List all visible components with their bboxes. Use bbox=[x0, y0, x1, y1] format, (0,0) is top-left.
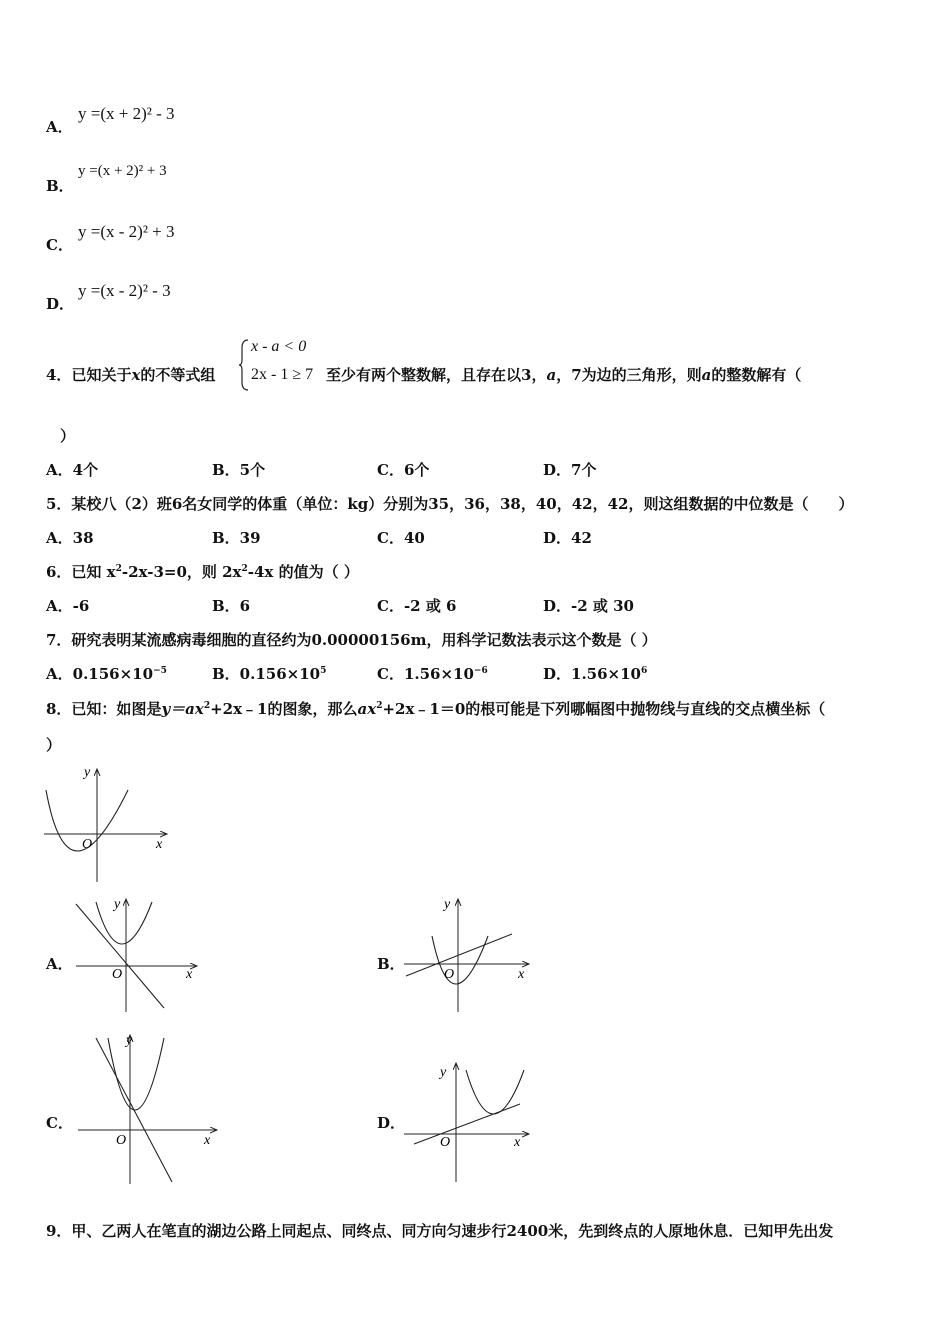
q3-option-b-expr: y =(x + 2)² + 3 bbox=[78, 163, 167, 179]
parabola bbox=[466, 1070, 524, 1114]
q6-option-d: D．-2 或 30 bbox=[543, 597, 634, 615]
q6-text-b: -2x-3=0，则 2x bbox=[121, 563, 242, 581]
q3-option-d-label: D． bbox=[46, 295, 75, 313]
x-label: x bbox=[204, 1133, 211, 1148]
q3-option-c-expr: y =(x - 2)² + 3 bbox=[78, 222, 175, 241]
q4-text-after2: ，7为边的三角形，则 bbox=[556, 366, 702, 384]
q6-option-b: B．6 bbox=[212, 597, 251, 615]
q8-text-b: 的图象，那么 bbox=[267, 700, 358, 718]
q8-eq1-tail: +2x﹣1 bbox=[210, 700, 268, 718]
origin-label: O bbox=[112, 967, 123, 982]
q8-option-a-label: A． bbox=[46, 955, 73, 973]
line bbox=[76, 904, 164, 1008]
q8-closing: ） bbox=[46, 736, 62, 754]
q4-stem bbox=[46, 364, 215, 385]
q4-system-line1: x - a < 0 bbox=[251, 338, 307, 355]
q7-option-c: C．$1.56\times 10^{-6}$ bbox=[377, 665, 488, 683]
q8-text-c: 的根可能是下列哪幅图中抛物线与直线的交点横坐标（ bbox=[465, 700, 826, 718]
q4-text-mid: 的不等式组 bbox=[140, 366, 216, 384]
y-label: y bbox=[440, 1065, 447, 1080]
parabola bbox=[432, 936, 488, 984]
y-label: y bbox=[114, 897, 121, 912]
q8-option-b-graph bbox=[400, 892, 532, 1016]
q4-number: 4． bbox=[46, 366, 72, 384]
q5-option-c: C．40 bbox=[377, 529, 425, 547]
q7-stem: 7．研究表明某流感病毒细胞的直径约为0.00000156m，用科学记数法表示这个数是（ ） bbox=[46, 631, 657, 649]
y-label: y bbox=[126, 1033, 133, 1048]
q4-text-before: 已知关于 bbox=[71, 366, 132, 384]
x-label: x bbox=[514, 1135, 521, 1150]
q8-given-graph bbox=[40, 762, 170, 886]
q5-option-d: D．42 bbox=[543, 529, 592, 547]
q6-text-a: 6．已知 x bbox=[46, 563, 116, 581]
q4-var-x: x bbox=[131, 366, 141, 384]
q8-text-a: 8．已知：如图是 bbox=[46, 700, 162, 718]
q3-option-a-expr: y =(x + 2)² - 3 bbox=[78, 104, 175, 123]
y-label: y bbox=[444, 897, 451, 912]
q8-option-a-graph bbox=[68, 892, 200, 1016]
line bbox=[406, 934, 512, 976]
q7-option-d: D．$1.56\times 10^6$ bbox=[543, 665, 648, 683]
q8-eq2-tail: +2x﹣1＝0 bbox=[382, 700, 466, 718]
x-label: x bbox=[156, 837, 163, 852]
x-label: x bbox=[518, 967, 525, 982]
q4-text-after: 至少有两个整数解，且存在以3， bbox=[326, 366, 547, 384]
q4-text-after3: 的整数解有（ bbox=[711, 366, 802, 384]
q4-option-d: D．7个 bbox=[543, 461, 597, 479]
q8-eq1: y＝ax bbox=[161, 700, 204, 718]
q4-option-b: B．5个 bbox=[212, 461, 266, 479]
q6-option-a: A．-6 bbox=[46, 597, 90, 615]
q4-var-a: a bbox=[546, 366, 557, 384]
q4-stem-tail bbox=[326, 364, 801, 385]
q4-system-brace bbox=[238, 338, 250, 392]
line bbox=[96, 1038, 172, 1182]
q7-option-b: B．$0.156\times 10^5$ bbox=[212, 665, 327, 683]
origin-label: O bbox=[444, 967, 455, 982]
q8-option-b-label: B． bbox=[377, 955, 405, 973]
q6-text-c: -4x 的值为（ ） bbox=[247, 563, 359, 581]
q8-option-d-graph bbox=[400, 1058, 532, 1184]
q4-system-line2: 2x - 1 ≥ 7 bbox=[251, 366, 314, 383]
q3-option-b-label: B． bbox=[46, 177, 74, 195]
origin-label: O bbox=[440, 1135, 451, 1150]
q9-stem: 9．甲、乙两人在笔直的湖边公路上同起点、同终点、同方向匀速步行2400米，先到终点的人原地休息．已知甲先出发 bbox=[46, 1222, 834, 1240]
q8-eq2: ax bbox=[357, 700, 377, 718]
q6-option-c: C．-2 或 6 bbox=[377, 597, 457, 615]
q8-stem: 8．已知：如图是$y=ax^2+2x﹣1$的图象，那么$ax^2+2x﹣1=0$的根可能是下列哪幅图中抛物线与直线的交点横坐标（ bbox=[46, 700, 826, 718]
line bbox=[414, 1104, 520, 1144]
q5-option-b: B．39 bbox=[212, 529, 261, 547]
q3-option-c-label: C． bbox=[46, 236, 73, 254]
q8-option-d-label: D． bbox=[377, 1114, 406, 1132]
q4-option-a: A．4个 bbox=[46, 461, 99, 479]
q5-option-a: A．38 bbox=[46, 529, 94, 547]
q3-option-a-label: A． bbox=[46, 118, 73, 136]
q7-option-a: A．$0.156\times 10^{-5}$ bbox=[46, 665, 167, 683]
q6-stem: 6．已知 $x^2-2x-3=0$，则 $2x^2-4x$ 的值为（ ） bbox=[46, 563, 359, 581]
parabola bbox=[108, 1038, 164, 1110]
origin-label: O bbox=[82, 837, 93, 852]
q4-closing: ） bbox=[60, 427, 76, 445]
q4-var-a2: a bbox=[701, 366, 712, 384]
origin-label: O bbox=[116, 1133, 127, 1148]
q8-option-c-graph bbox=[72, 1030, 222, 1186]
q4-option-c: C．6个 bbox=[377, 461, 430, 479]
q8-option-c-label: C． bbox=[46, 1114, 73, 1132]
x-label: x bbox=[186, 967, 193, 982]
q5-stem: 5．某校八（2）班6名女同学的体重（单位：kg）分别为35，36，38，40，42，42，则这组数据的中位数是（ ） bbox=[46, 495, 854, 513]
y-label: y bbox=[84, 765, 91, 780]
q3-option-d-expr: y =(x - 2)² - 3 bbox=[78, 281, 171, 300]
